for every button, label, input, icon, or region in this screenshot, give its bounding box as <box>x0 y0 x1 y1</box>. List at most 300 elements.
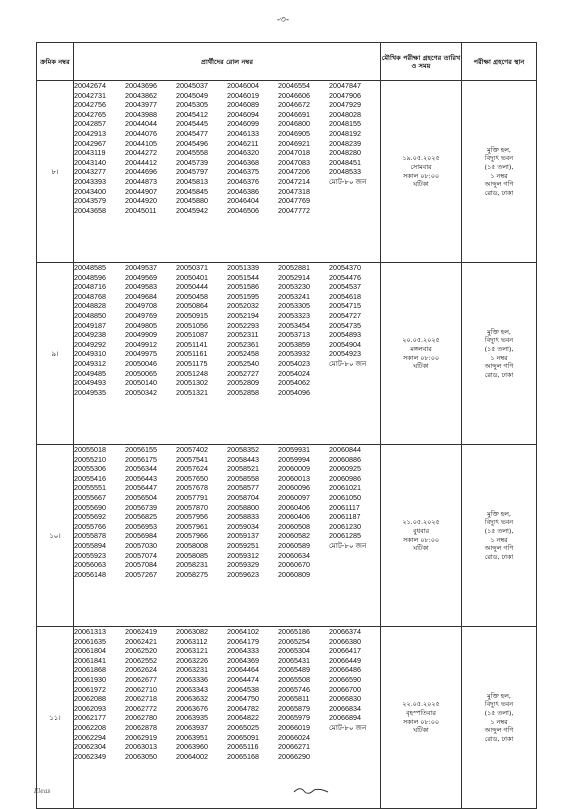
venue-line: (১৫ তলা), <box>484 526 514 535</box>
roll-number: 20055416 <box>74 473 106 483</box>
roll-column <box>227 263 278 397</box>
roll-number: 20048716 <box>74 282 106 292</box>
roll-number: 20056984 <box>125 531 157 541</box>
roll-number: 20066374 <box>329 627 361 636</box>
roll-number: 20064782 <box>227 703 259 713</box>
roll-number: 20046211 <box>227 138 259 148</box>
interview-hour-word: ঘটিকা <box>413 544 429 553</box>
roll-number: 20051175 <box>176 358 208 368</box>
roll-number: 20061230 <box>329 521 361 531</box>
roll-number: 20055551 <box>74 483 106 493</box>
roll-number: 20046921 <box>278 138 310 148</box>
roll-number: 20048155 <box>329 119 361 129</box>
roll-number: 20066834 <box>329 703 361 713</box>
venue-line: আব্দুল গণি <box>484 726 514 735</box>
roll-number: 20044272 <box>125 148 157 158</box>
roll-number: 20065116 <box>227 742 259 752</box>
schedule-row <box>37 263 537 445</box>
roll-number: 20061868 <box>74 665 106 675</box>
roll-number: 20060582 <box>278 531 310 541</box>
interview-hour-word: ঘটিকা <box>413 726 429 735</box>
roll-number: 20060670 <box>278 560 310 570</box>
roll-number: 20058800 <box>227 502 259 512</box>
roll-number: 20043658 <box>74 205 106 215</box>
roll-number: 20050140 <box>125 378 157 388</box>
roll-number: 20046554 <box>278 81 310 90</box>
roll-number: 20058577 <box>227 483 259 493</box>
roll-number: 20044873 <box>125 176 157 186</box>
roll-number: 20057791 <box>176 492 208 502</box>
roll-number: 20064474 <box>227 674 259 684</box>
roll-column <box>176 81 227 215</box>
roll-number: 20046606 <box>278 90 310 100</box>
roll-number: 20057402 <box>176 445 208 454</box>
roll-column <box>278 627 329 761</box>
roll-number: 20062772 <box>125 703 157 713</box>
venue-line: ১ নম্বর <box>490 535 508 544</box>
roll-number: 20049912 <box>125 339 157 349</box>
roll-number: 20063960 <box>176 742 208 752</box>
roll-number: 20050046 <box>125 358 157 368</box>
roll-number: 20059623 <box>227 569 259 579</box>
row-serial: ৮। <box>37 81 74 263</box>
roll-number: 20059251 <box>227 540 259 550</box>
roll-number: 20055878 <box>74 531 106 541</box>
venue-line: ১ নম্বর <box>490 353 508 362</box>
roll-number: 20056739 <box>125 502 157 512</box>
roll-number: 20062878 <box>125 722 157 732</box>
roll-number: 20053932 <box>278 349 310 359</box>
roll-number: 20049909 <box>125 330 157 340</box>
header-rolls: প্রার্থীদের রোল নম্বর <box>74 43 381 81</box>
roll-number: 20058521 <box>227 464 259 474</box>
schedule-row <box>37 81 537 263</box>
roll-number: 20049537 <box>125 263 157 272</box>
roll-number: 20060844 <box>329 445 361 454</box>
roll-number: 20060406 <box>278 502 310 512</box>
roll-number: 20061021 <box>329 483 361 493</box>
roll-number: 20043400 <box>74 186 106 196</box>
roll-number: 20059931 <box>278 445 310 454</box>
roll-number: 20061841 <box>74 655 106 665</box>
roll-number: 20057870 <box>176 502 208 512</box>
roll-column <box>74 445 125 579</box>
roll-column <box>329 627 380 761</box>
roll-number: 20045739 <box>176 157 208 167</box>
roll-number: 20052458 <box>227 349 259 359</box>
roll-number-grid <box>74 81 380 215</box>
roll-number: 20063343 <box>176 684 208 694</box>
roll-number: 20056063 <box>74 560 106 570</box>
roll-number: 20052032 <box>227 301 259 311</box>
page-number: -৩- <box>276 15 290 25</box>
roll-number: 20056175 <box>125 454 157 464</box>
roll-number: 20056155 <box>125 445 157 454</box>
roll-column <box>74 627 125 761</box>
roll-number: 20046691 <box>278 109 310 119</box>
roll-number: 20047083 <box>278 157 310 167</box>
roll-number: 20057074 <box>125 550 157 560</box>
roll-column <box>125 627 176 761</box>
venue-cell <box>462 627 537 809</box>
roll-number: 20055306 <box>74 464 106 474</box>
roll-number: 20065091 <box>227 732 259 742</box>
interview-datetime-cell <box>381 627 462 809</box>
roll-number: 20046386 <box>227 186 259 196</box>
interview-time: সকাল ০৮:০০ <box>402 535 440 544</box>
roll-number: 20053859 <box>278 339 310 349</box>
roll-number: 20045496 <box>176 138 208 148</box>
roll-number: 20066830 <box>329 694 361 704</box>
roll-number: 20050401 <box>176 272 208 282</box>
roll-number: 20059312 <box>227 550 259 560</box>
roll-column <box>74 81 125 215</box>
roll-number: 20066590 <box>329 674 361 684</box>
roll-number: 20049535 <box>74 387 106 397</box>
roll-number: 20061972 <box>74 684 106 694</box>
venue-line: ১ নম্বর <box>490 717 508 726</box>
roll-number: 20046368 <box>227 157 259 167</box>
roll-number: 20065254 <box>278 636 310 646</box>
roll-number: 20066024 <box>278 732 310 742</box>
roll-number: 20060013 <box>278 473 310 483</box>
venue-line: (১৫ তলা), <box>484 708 514 717</box>
roll-number: 20047772 <box>278 205 310 215</box>
roll-number: 20050371 <box>176 263 208 272</box>
interview-datetime-cell <box>381 263 462 445</box>
roll-column <box>176 263 227 397</box>
roll-number: 20045305 <box>176 100 208 110</box>
venue-line: মুক্তি হল, <box>487 691 511 700</box>
roll-number: 20054618 <box>329 291 361 301</box>
roll-number: 20044076 <box>125 128 157 138</box>
row-serial: ১১। <box>37 627 74 809</box>
roll-number: 20042674 <box>74 81 106 90</box>
roll-number-grid <box>74 445 380 579</box>
roll-number: 20043862 <box>125 90 157 100</box>
header-datetime: মৌখিক পরীক্ষা গ্রহণের তারিখ ও সময় <box>381 43 462 81</box>
roll-number: 20063231 <box>176 665 208 675</box>
roll-number: 20043977 <box>125 100 157 110</box>
roll-number: 20054727 <box>329 310 361 320</box>
roll-number: 20057624 <box>176 464 208 474</box>
roll-number: 20057956 <box>176 512 208 522</box>
roll-column <box>227 627 278 761</box>
roll-number: 20051321 <box>176 387 208 397</box>
roll-number: 20065431 <box>278 655 310 665</box>
roll-number: 20049238 <box>74 330 106 340</box>
roll-number: 20056148 <box>74 569 106 579</box>
roll-number: 20055766 <box>74 521 106 531</box>
roll-number: 20051544 <box>227 272 259 282</box>
roll-number: 20045845 <box>176 186 208 196</box>
venue-cell <box>462 445 537 627</box>
roll-number: 20050444 <box>176 282 208 292</box>
roll-number: 20046672 <box>278 100 310 110</box>
roll-number: 20058008 <box>176 540 208 550</box>
roll-number: 20044105 <box>125 138 157 148</box>
roll-number: 20063676 <box>176 703 208 713</box>
schedule-row <box>37 445 537 627</box>
roll-number: 20065811 <box>278 694 310 704</box>
roll-number: 20048533 <box>329 167 361 177</box>
roll-number: 20057650 <box>176 473 208 483</box>
roll-number: 20045558 <box>176 148 208 158</box>
roll-number: 20054370 <box>329 263 361 272</box>
roll-number: 20051141 <box>176 339 208 349</box>
roll-number: 20065979 <box>278 713 310 723</box>
venue-cell <box>462 263 537 445</box>
roll-number: 20052361 <box>227 339 259 349</box>
roll-number: 20064750 <box>227 694 259 704</box>
roll-number: 20045797 <box>176 167 208 177</box>
venue-line: বিদ্যুৎ ভবন <box>484 700 514 709</box>
roll-number: 20058275 <box>176 569 208 579</box>
roll-number: 20063632 <box>176 694 208 704</box>
roll-number: 20052881 <box>278 263 310 272</box>
roll-number: 20062552 <box>125 655 157 665</box>
roll-number: 20042857 <box>74 119 106 129</box>
total-count: মোট-৮০ জন <box>329 176 367 186</box>
roll-column <box>227 445 278 579</box>
schedule-row <box>37 627 537 809</box>
interview-time: সকাল ০৮:০০ <box>402 171 440 180</box>
roll-number: 20061930 <box>74 674 106 684</box>
venue-line: আব্দুল গণি <box>484 180 514 189</box>
roll-number: 20065025 <box>227 722 259 732</box>
roll-number: 20056504 <box>125 492 157 502</box>
total-count: মোট-৮০ জন <box>329 358 367 368</box>
venue-line: মুক্তি হল, <box>487 509 511 518</box>
roll-number: 20043579 <box>74 196 106 206</box>
roll-number: 20058443 <box>227 454 259 464</box>
roll-number: 20055667 <box>74 492 106 502</box>
roll-number: 20049805 <box>125 320 157 330</box>
interview-day: বৃহস্পতিবার <box>406 708 436 717</box>
roll-column <box>125 263 176 397</box>
roll-number: 20051248 <box>176 368 208 378</box>
roll-number: 20051595 <box>227 291 259 301</box>
roll-number: 20055923 <box>74 550 106 560</box>
roll-number: 20064002 <box>176 751 208 761</box>
roll-number: 20061804 <box>74 646 106 656</box>
roll-number: 20049569 <box>125 272 157 282</box>
roll-number: 20048850 <box>74 310 106 320</box>
venue-line: (১৫ তলা), <box>484 162 514 171</box>
roll-number: 20053323 <box>278 310 310 320</box>
roll-number: 20057084 <box>125 560 157 570</box>
interview-day: মঙ্গলবার <box>410 344 432 353</box>
header-venue: পরীক্ষা গ্রহণের স্থান <box>462 43 537 81</box>
roll-number: 20060096 <box>278 483 310 493</box>
roll-number: 20049292 <box>74 339 106 349</box>
roll-number: 20066019 <box>278 722 310 732</box>
roll-number: 20046019 <box>227 90 259 100</box>
roll-number: 20066486 <box>329 665 361 675</box>
roll-number: 20052293 <box>227 320 259 330</box>
roll-number: 20042731 <box>74 90 106 100</box>
roll-number: 20055692 <box>74 512 106 522</box>
roll-number: 20057961 <box>176 521 208 531</box>
interview-hour-word: ঘটিকা <box>413 362 429 371</box>
roll-number: 20066380 <box>329 636 361 646</box>
roll-number-cell <box>74 81 381 263</box>
roll-number: 20051339 <box>227 263 259 272</box>
roll-number: 20045412 <box>176 109 208 119</box>
interview-hour-word: ঘটিকা <box>413 180 429 189</box>
roll-number: 20054735 <box>329 320 361 330</box>
venue-line: আব্দুল গণি <box>484 362 514 371</box>
roll-number: 20064333 <box>227 646 259 656</box>
venue-line: বিদ্যুৎ ভবন <box>484 336 514 345</box>
roll-number: 20054096 <box>278 387 310 397</box>
roll-number: 20046375 <box>227 167 259 177</box>
roll-number: 20054062 <box>278 378 310 388</box>
roll-number: 20063013 <box>125 742 157 752</box>
roll-number: 20056447 <box>125 483 157 493</box>
roll-number: 20057541 <box>176 454 208 464</box>
roll-number: 20045942 <box>176 205 208 215</box>
roll-number: 20058704 <box>227 492 259 502</box>
roll-number: 20051161 <box>176 349 208 359</box>
roll-number: 20047847 <box>329 81 361 90</box>
roll-number: 20042913 <box>74 128 106 138</box>
roll-number: 20060508 <box>278 521 310 531</box>
roll-number: 20062177 <box>74 713 106 723</box>
roll-number: 20054476 <box>329 272 361 282</box>
roll-column <box>74 263 125 397</box>
roll-number: 20050915 <box>176 310 208 320</box>
roll-number: 20043393 <box>74 176 106 186</box>
roll-number: 20046133 <box>227 128 259 138</box>
roll-number: 20062710 <box>125 684 157 694</box>
roll-column <box>176 627 227 761</box>
interview-date: ২১.০৫.২০২৫ <box>402 518 440 527</box>
roll-number: 20051302 <box>176 378 208 388</box>
roll-number: 20062520 <box>125 646 157 656</box>
roll-number: 20062304 <box>74 742 106 752</box>
roll-number: 20053305 <box>278 301 310 311</box>
roll-number: 20066290 <box>278 751 310 761</box>
roll-number: 20050342 <box>125 387 157 397</box>
roll-number: 20054893 <box>329 330 361 340</box>
interview-time: সকাল ০৮:০০ <box>402 353 440 362</box>
header-serial: ক্রমিক নম্বর <box>37 43 74 81</box>
interview-datetime-cell <box>381 81 462 263</box>
roll-number: 20062294 <box>74 732 106 742</box>
roll-number: 20058833 <box>227 512 259 522</box>
roll-number: 20059329 <box>227 560 259 570</box>
roll-column <box>329 263 380 397</box>
roll-number: 20046404 <box>227 196 259 206</box>
roll-number: 20044044 <box>125 119 157 129</box>
roll-number: 20045880 <box>176 196 208 206</box>
total-count: মোট-৮০ জন <box>329 722 367 732</box>
venue-line: রোড, ঢাকা <box>484 734 514 743</box>
roll-number: 20053241 <box>278 291 310 301</box>
roll-number: 20048451 <box>329 157 361 167</box>
roll-number: 20052914 <box>278 272 310 282</box>
interview-time: সকাল ০৮:০০ <box>402 717 440 726</box>
roll-number: 20053713 <box>278 330 310 340</box>
roll-number: 20054537 <box>329 282 361 292</box>
roll-number: 20045037 <box>176 81 208 90</box>
roll-number: 20056825 <box>125 512 157 522</box>
roll-number: 20055018 <box>74 445 106 454</box>
roll-number: 20052858 <box>227 387 259 397</box>
roll-number: 20062677 <box>125 674 157 684</box>
roll-number: 20058352 <box>227 445 259 454</box>
roll-number: 20046320 <box>227 148 259 158</box>
roll-number: 20046905 <box>278 128 310 138</box>
roll-number: 20042967 <box>74 138 106 148</box>
roll-number: 20060009 <box>278 464 310 474</box>
roll-number: 20044920 <box>125 196 157 206</box>
venue-line: বিদ্যুৎ ভবন <box>484 154 514 163</box>
roll-number: 20049708 <box>125 301 157 311</box>
roll-number: 20049583 <box>125 282 157 292</box>
interview-schedule-table <box>36 42 537 809</box>
roll-number: 20062419 <box>125 627 157 636</box>
roll-number: 20049493 <box>74 378 106 388</box>
roll-number: 20055690 <box>74 502 106 512</box>
roll-number: 20047206 <box>278 167 310 177</box>
roll-number-grid <box>74 627 380 761</box>
roll-number: 20052809 <box>227 378 259 388</box>
roll-number: 20053454 <box>278 320 310 330</box>
roll-number: 20046094 <box>227 109 259 119</box>
roll-number: 20049684 <box>125 291 157 301</box>
roll-number: 20061635 <box>74 636 106 646</box>
roll-number: 20043988 <box>125 109 157 119</box>
roll-number: 20061117 <box>329 502 360 512</box>
roll-number: 20063937 <box>176 722 208 732</box>
roll-number: 20064179 <box>227 636 259 646</box>
roll-number: 20062919 <box>125 732 157 742</box>
table-body <box>37 81 537 809</box>
roll-number: 20051087 <box>176 330 208 340</box>
roll-number: 20065186 <box>278 627 310 636</box>
roll-number: 20062780 <box>125 713 157 723</box>
roll-number: 20048280 <box>329 148 361 158</box>
roll-column <box>125 81 176 215</box>
roll-number: 20054715 <box>329 301 361 311</box>
roll-number: 20065489 <box>278 665 310 675</box>
roll-column <box>125 445 176 579</box>
roll-number: 20052727 <box>227 368 259 378</box>
roll-number: 20053230 <box>278 282 310 292</box>
roll-number: 20043140 <box>74 157 106 167</box>
roll-number: 20061313 <box>74 627 106 636</box>
roll-number: 20047929 <box>329 100 361 110</box>
roll-number: 20066271 <box>278 742 310 752</box>
roll-number: 20047018 <box>278 148 310 158</box>
interview-day: বুধবার <box>412 526 430 535</box>
roll-number: 20050065 <box>125 368 157 378</box>
roll-number: 20049975 <box>125 349 157 359</box>
roll-number: 20060589 <box>278 540 310 550</box>
roll-number: 20057030 <box>125 540 157 550</box>
roll-number: 20056344 <box>125 464 157 474</box>
roll-number: 20065746 <box>278 684 310 694</box>
roll-number: 20058558 <box>227 473 259 483</box>
roll-column <box>227 81 278 215</box>
roll-number: 20046004 <box>227 81 259 90</box>
roll-column <box>278 263 329 397</box>
roll-number: 20048239 <box>329 138 361 148</box>
roll-number: 20047214 <box>278 176 310 186</box>
roll-number: 20050458 <box>176 291 208 301</box>
